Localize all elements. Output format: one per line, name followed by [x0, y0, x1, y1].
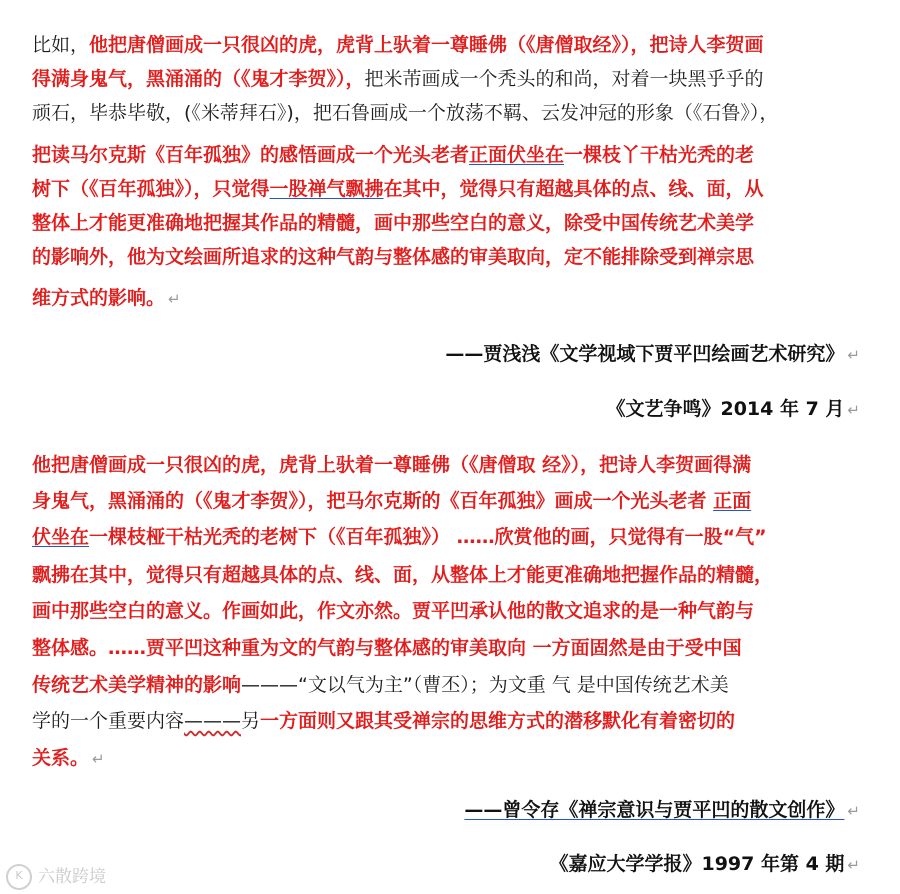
spellcheck-marked-text: ———	[184, 710, 242, 732]
text-run: ———“文以气为主”（曹丕）；为文重 气 是中国传统艺术美	[241, 674, 729, 696]
paragraph-line	[32, 174, 764, 204]
text-run: 学的一个重要内容	[32, 710, 185, 732]
paragraph-line	[32, 283, 181, 313]
paragraph-mark-icon: ↵	[847, 401, 860, 419]
citation-source-2	[549, 849, 860, 879]
underlined-text: 正面	[713, 490, 752, 512]
watermark-text: 六散跨境	[38, 867, 106, 887]
paragraph-mark-icon: ↵	[168, 290, 181, 308]
paragraph-line	[32, 522, 767, 552]
citation-text: 《嘉应大学学报》1997 年第 4 期	[549, 853, 845, 875]
paragraph-line	[32, 208, 754, 238]
paragraph-mark-icon: ↵	[847, 346, 860, 364]
underlined-text: 正面伏坐在	[469, 144, 565, 166]
citation-source-1	[606, 394, 860, 424]
text-run: 顽石，毕恭毕敬，(《米蒂拜石》)，把石鲁画成一个放荡不羁、云发冲冠的形象（《石鲁》），	[32, 102, 779, 124]
paragraph-mark-icon: ↵	[847, 802, 860, 820]
paragraph-line	[32, 242, 754, 272]
paragraph-mark-icon: ↵	[92, 750, 105, 768]
highlighted-text: 一棵枝桠干枯光秃的老树下（《百年孤独》） ……欣赏他的画，只觉得有一股“气”	[89, 526, 767, 548]
paragraph-line	[32, 743, 105, 773]
highlighted-text: 树下（《百年孤独》），只觉得	[32, 178, 270, 200]
highlighted-text: 关系。	[32, 747, 90, 769]
citation-author-2	[464, 795, 860, 825]
underlined-text: 伏坐在	[32, 526, 90, 548]
highlighted-text: 把读马尔克斯《百年孤独》的感悟画成一个光头老者	[32, 144, 470, 166]
paragraph-line	[32, 140, 754, 170]
paragraph-line	[32, 596, 754, 626]
highlighted-text: 身鬼气，黑涌涌的（《鬼才李贺》），把马尔克斯的《百年孤独》画成一个光头老者	[32, 490, 714, 512]
highlighted-text: 整体感。……贾平凹这种重为文的气韵与整体感的审美取向 一方面固然是由于受中国	[32, 637, 742, 659]
paragraph-mark-icon: ↵	[847, 856, 860, 874]
paragraph-line	[32, 98, 778, 128]
highlighted-text: 飘拂在其中，觉得只有超越具体的点、线、面，从整体上才能更准确地把握作品的精髓，	[32, 564, 774, 586]
paragraph-line	[32, 670, 729, 700]
highlighted-text: 一棵枝丫干枯光秃的老	[564, 144, 755, 166]
paragraph-line	[32, 633, 742, 663]
highlighted-text: 整体上才能更准确地把握其作品的精髓，画中那些空白的意义，除受中国传统艺术美学	[32, 212, 755, 234]
paragraph-line	[32, 706, 735, 736]
text-run: 比如，	[32, 34, 90, 56]
paragraph-line	[32, 486, 751, 516]
paragraph-line	[32, 560, 773, 590]
highlighted-text: 一方面则又跟其受禅宗的思维方式的潜移默化有着密切的	[260, 710, 736, 732]
highlighted-text: 得满身鬼气，黑涌涌的（《鬼才李贺》），	[32, 68, 365, 90]
watermark-logo-icon: K	[6, 864, 32, 890]
citation-author-1	[445, 339, 860, 369]
paragraph-line	[32, 450, 751, 480]
highlighted-text: 传统艺术美学精神的影响	[32, 674, 242, 696]
citation-text: ——曾令存《禅宗意识与贾平凹的散文创作》	[464, 799, 845, 821]
highlighted-text: 画中那些空白的意义。作画如此，作文亦然。贾平凹承认他的散文追求的是一种气韵与	[32, 600, 755, 622]
paragraph-line	[32, 64, 764, 94]
highlighted-text: 维方式的影响。	[32, 287, 166, 309]
underlined-text: 一股禅气飘拂	[269, 178, 384, 200]
highlighted-text: 他把唐僧画成一只很凶的虎，虎背上驮着一尊睡佛（《唐僧取 经》），把诗人李贺画得满	[32, 454, 752, 476]
highlighted-text: 在其中，觉得只有超越具体的点、线、面，从	[383, 178, 764, 200]
highlighted-text: 他把唐僧画成一只很凶的虎，虎背上驮着一尊睡佛（《唐僧取经》），把诗人李贺画	[89, 34, 764, 56]
text-run: 把米芾画成一个秃头的和尚，对着一块黑乎乎的	[364, 68, 764, 90]
text-run: 另	[241, 710, 261, 732]
highlighted-text: 的影响外，他为文绘画所追求的这种气韵与整体感的审美取向，定不能排除受到禅宗思	[32, 246, 755, 268]
citation-text: ——贾浅浅《文学视域下贾平凹绘画艺术研究》	[445, 343, 845, 365]
watermark	[6, 862, 106, 890]
citation-text: 《文艺争鸣》2014 年 7 月	[606, 398, 845, 420]
paragraph-line	[32, 30, 764, 60]
